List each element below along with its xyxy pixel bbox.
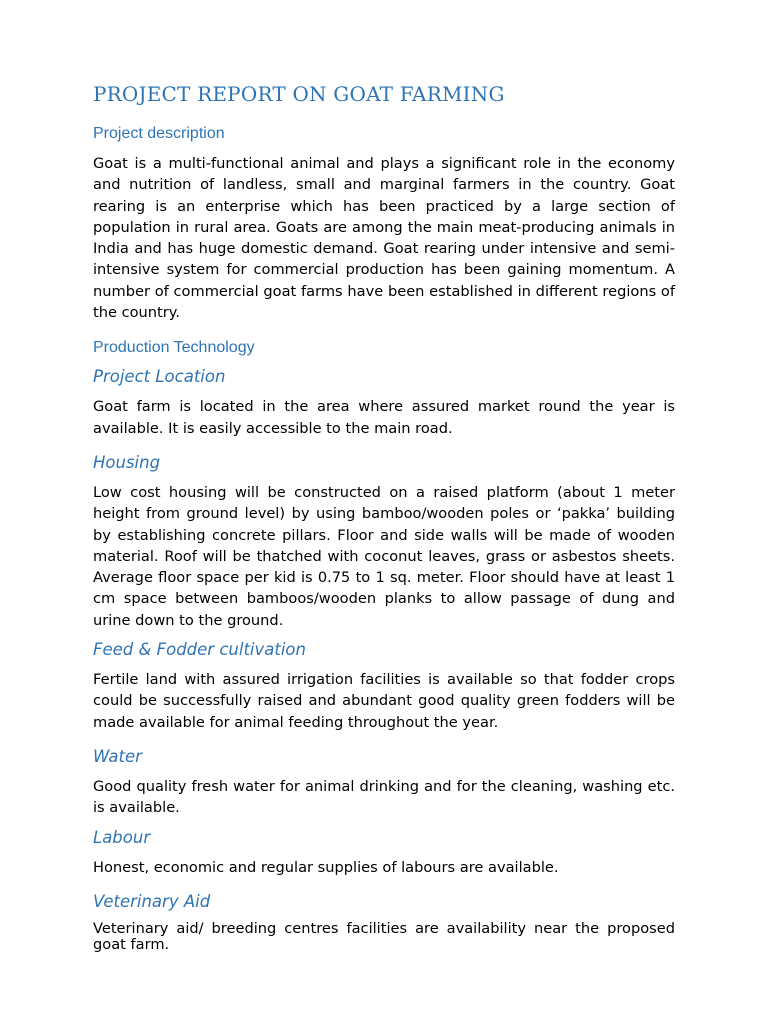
paragraph-labour: Honest, economic and regular supplies of labours are available. — [93, 858, 559, 876]
heading-production-technology: Production Technology — [93, 339, 255, 357]
document-title: PROJECT REPORT ON GOAT FARMING — [93, 82, 505, 106]
heading-feed-fodder: Feed & Fodder cultivation — [93, 640, 306, 660]
paragraph-veterinary-aid: Veterinary aid/ breeding centres facilities are availability near the proposed goat farm. — [93, 919, 675, 953]
paragraph-project-description: Goat is a multi-functional animal and plays a significant role in the economy and nutrition of landless, small and marginal farmers in the country. Goat rearing is an enterprise which has been practiced by a large section of population in rural area. Goats are among the main meat-producing animals in India and has huge domestic demand. Goat rearing under intensive and semi-intensive system for commercial production has been gaining momentum. A number of commercial goat farms have been established in different regions of the country. — [93, 155, 675, 322]
document-content — [93, 82, 675, 967]
heading-labour: Labour — [93, 827, 151, 847]
heading-project-location: Project Location — [93, 367, 226, 387]
paragraph-water: Good quality fresh water for animal drinking and for the cleaning, washing etc. is available. — [93, 777, 675, 817]
paragraph-project-location: Goat farm is located in the area where assured market round the year is available. It is easily accessible to the main road. — [93, 398, 675, 437]
paragraph-feed-fodder: Fertile land with assured irrigation facilities is available so that fodder crops could be successfully raised and abundant good quality green fodders will be made available for animal feeding throughout the year. — [93, 671, 675, 731]
heading-water: Water — [93, 746, 142, 766]
heading-veterinary-aid: Veterinary Aid — [93, 891, 211, 911]
paragraph-housing: Low cost housing will be constructed on a raised platform (about 1 meter height from ground level) by using bamboo/wooden poles or ‘pakka’ building by establishing concrete pillars. Floor and side walls will be made of wooden material. Roof will be thatched with coconut leaves, grass or asbestos sheets. Average floor space per kid is 0.75 to 1 sq. meter. Floor should have at least 1 cm space between bamboos/wooden planks to allow passage of dung and urine down to the ground. — [93, 483, 675, 629]
heading-project-description: Project description — [93, 125, 225, 142]
heading-housing: Housing — [93, 452, 161, 472]
